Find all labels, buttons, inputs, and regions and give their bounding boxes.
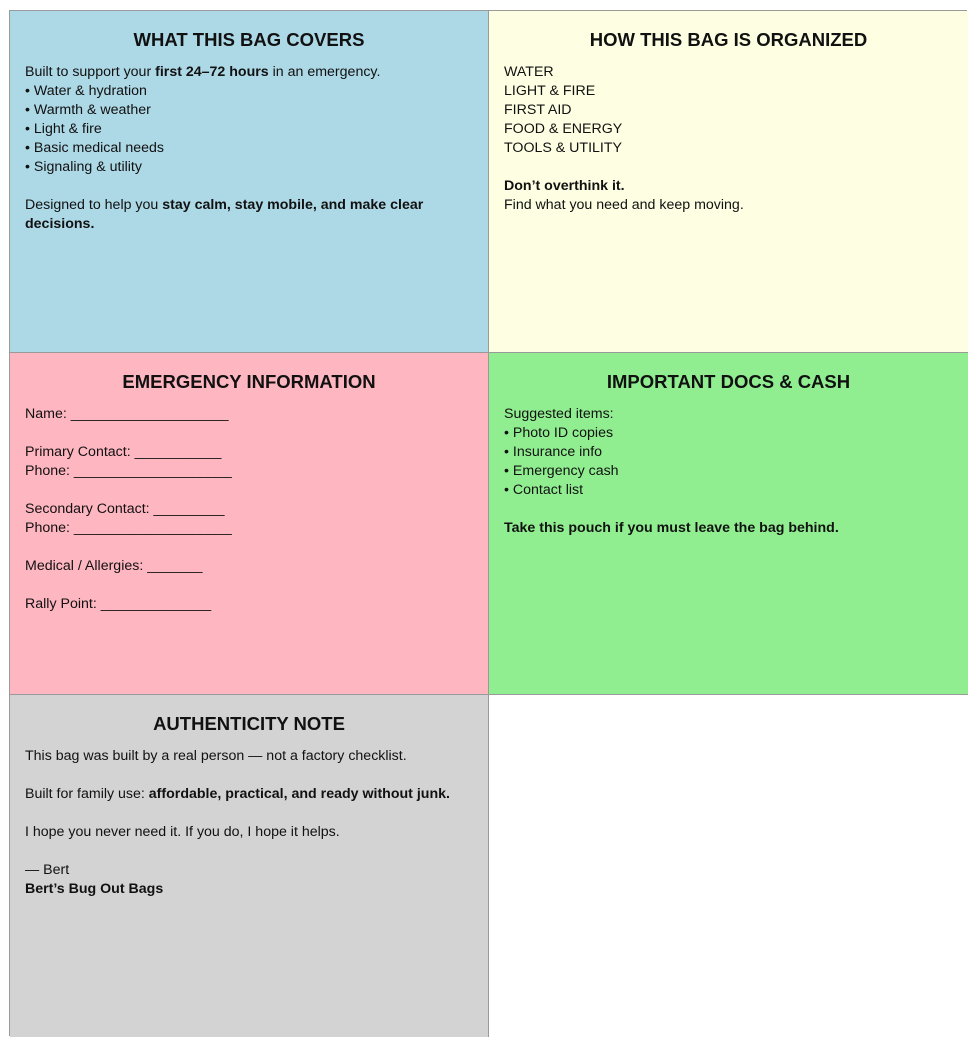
organized-heading: HOW THIS BAG IS ORGANIZED: [589, 29, 868, 50]
brand-name: Bert’s Bug Out Bags: [25, 881, 164, 897]
covers-panel: [10, 11, 489, 353]
secondary-phone-field: Phone: ____________________: [25, 520, 232, 536]
category-item: WATER: [504, 64, 554, 80]
organized-panel: [489, 11, 968, 353]
covers-intro-post: in an emergency.: [268, 64, 381, 80]
rally-point-field: Rally Point: ______________: [25, 596, 212, 612]
covers-closing-bold: stay calm, stay mobile, and make clear decisions.: [25, 197, 424, 232]
category-item: TOOLS & UTILITY: [504, 140, 622, 156]
covers-heading: WHAT THIS BAG COVERS: [133, 29, 365, 50]
covers-bullet: • Warmth & weather: [25, 102, 151, 118]
category-item: LIGHT & FIRE: [504, 83, 596, 99]
authenticity-line-2-pre: Built for family use:: [25, 786, 149, 802]
authenticity-panel: [10, 695, 489, 1037]
name-field: Name: ____________________: [25, 406, 229, 422]
covers-closing-pre: Designed to help you: [25, 197, 163, 213]
covers-bullet: • Basic medical needs: [25, 140, 165, 156]
primary-phone-field: Phone: ____________________: [25, 463, 232, 479]
docs-bullet: • Emergency cash: [504, 463, 619, 479]
authenticity-line-2-bold: affordable, practical, and ready without junk.: [148, 786, 450, 802]
docs-bullet: • Contact list: [504, 482, 584, 498]
covers-intro: [25, 63, 473, 82]
authenticity-line-1: This bag was built by a real person — not a factory checklist.: [25, 748, 407, 764]
docs-bold-line: Take this pouch if you must leave the bag behind.: [504, 520, 839, 536]
covers-intro-bold: first 24–72 hours: [155, 64, 269, 80]
emergency-heading: EMERGENCY INFORMATION: [122, 371, 376, 392]
docs-intro: Suggested items:: [504, 406, 614, 422]
docs-heading: IMPORTANT DOCS & CASH: [606, 371, 851, 392]
covers-bullet: • Signaling & utility: [25, 159, 142, 175]
emergency-panel: [10, 353, 489, 695]
authenticity-line-3: I hope you never need it. If you do, I hope it helps.: [25, 824, 340, 840]
empty-panel: [489, 695, 968, 1037]
signature: — Bert: [25, 862, 70, 878]
docs-bullet: • Insurance info: [504, 444, 603, 460]
organized-normal-line: Find what you need and keep moving.: [504, 197, 744, 213]
covers-intro-pre: Built to support your: [25, 64, 156, 80]
docs-bullet: • Photo ID copies: [504, 425, 614, 441]
category-item: FIRST AID: [504, 102, 572, 118]
covers-closing: [25, 196, 473, 234]
covers-bullet: • Light & fire: [25, 121, 102, 137]
organized-bold-line: Don’t overthink it.: [504, 178, 625, 194]
authenticity-heading: AUTHENTICITY NOTE: [153, 713, 345, 734]
info-card-grid: [9, 10, 967, 1036]
medical-field: Medical / Allergies: _______: [25, 558, 203, 574]
docs-panel: [489, 353, 968, 695]
category-item: FOOD & ENERGY: [504, 121, 623, 137]
authenticity-line-2: [25, 785, 473, 804]
covers-bullet: • Water & hydration: [25, 83, 147, 99]
secondary-contact-field: Secondary Contact: _________: [25, 501, 225, 517]
primary-contact-field: Primary Contact: ___________: [25, 444, 222, 460]
